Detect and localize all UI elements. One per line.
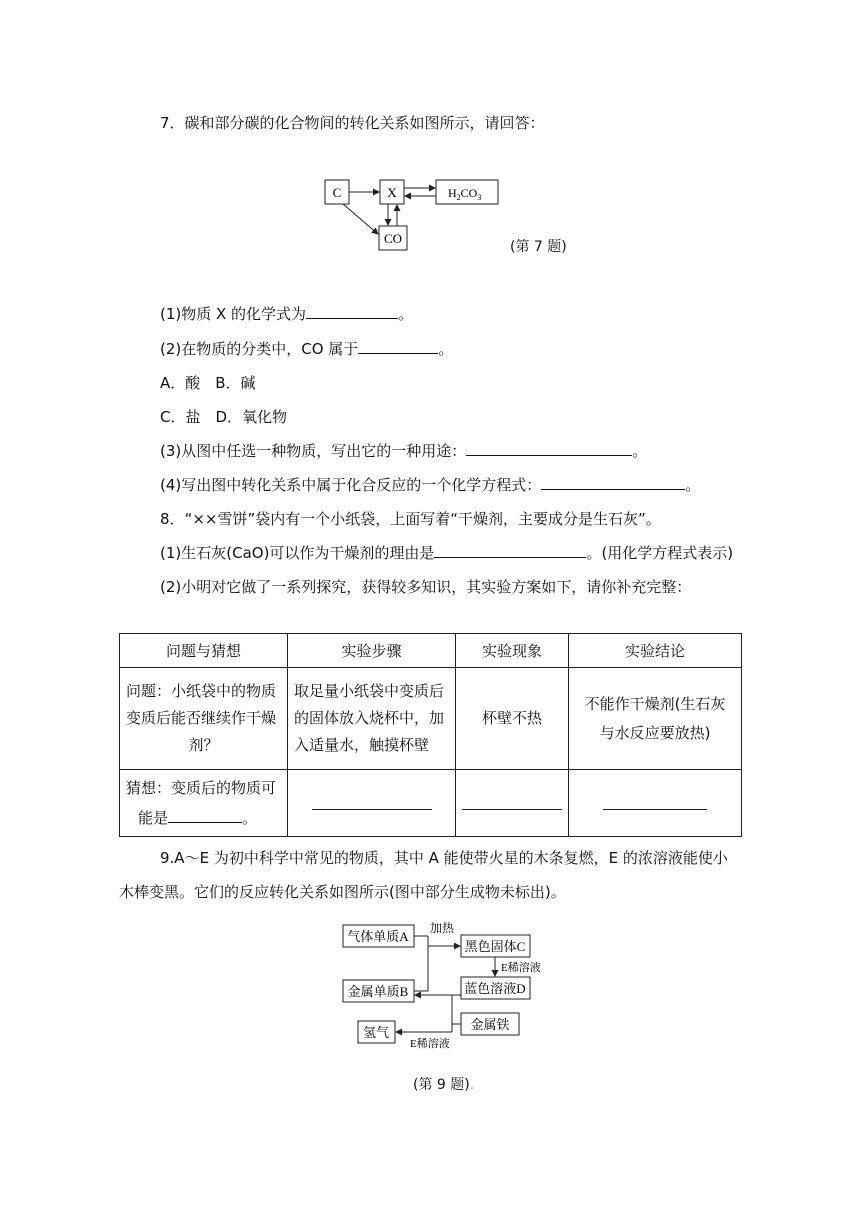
answer-blank[interactable] bbox=[603, 793, 707, 810]
q7-options-cd: C．盐 D．氧化物 bbox=[160, 408, 288, 426]
node-d: 蓝色溶液D bbox=[464, 981, 526, 996]
node-h2co3: $H_2CO_3$ bbox=[448, 186, 482, 202]
q7-options-ab: A．酸 B．碱 bbox=[160, 374, 256, 392]
phenomenon-blank-cell bbox=[456, 770, 569, 837]
q7-diagram bbox=[318, 174, 508, 254]
header-steps: 实验步骤 bbox=[288, 634, 456, 668]
answer-blank[interactable] bbox=[306, 304, 398, 319]
steps-blank-cell bbox=[288, 770, 456, 837]
node-fe: 金属铁 bbox=[470, 1017, 510, 1032]
steps-cell: 取足量小纸袋中变质后 的固体放入烧杯中，加 入适量水，触摸杯壁 bbox=[288, 668, 456, 770]
q7-part2: (2)在物质的分类中，CO 属于 。 bbox=[160, 340, 454, 358]
q8-part2: (2)小明对它做了一系列探究，获得较多知识，其实验方案如下，请你补充完整： bbox=[160, 578, 692, 596]
guess-cell: 猜想：变质后的物质可 能是 。 bbox=[120, 770, 288, 837]
node-c: C bbox=[332, 185, 342, 200]
answer-blank[interactable] bbox=[434, 543, 586, 558]
answer-blank[interactable] bbox=[168, 808, 242, 823]
label-e2: E稀溶液 bbox=[410, 1038, 450, 1050]
q7-title: 7．碳和部分碳的化合物间的转化关系如图所示，请回答： bbox=[160, 114, 545, 132]
answer-blank[interactable] bbox=[312, 793, 432, 810]
q7-part4: (4)写出图中转化关系中属于化合反应的一个化学方程式： 。 bbox=[160, 476, 701, 494]
answer-blank[interactable] bbox=[358, 339, 438, 354]
q7-part1: (1)物质 X 的化学式为 。 bbox=[160, 305, 414, 323]
answer-blank[interactable] bbox=[541, 475, 685, 490]
q7-part3: (3)从图中任选一种物质，写出它的一种用途： 。 bbox=[160, 442, 648, 460]
q9-diagram bbox=[330, 920, 560, 1055]
q9-line2: 木棒变黑。它们的反应转化关系如图所示(图中部分生成物未标出)。 bbox=[119, 883, 566, 901]
node-co: CO bbox=[383, 231, 403, 246]
node-c: 黑色固体C bbox=[464, 939, 526, 954]
answer-blank[interactable] bbox=[466, 441, 632, 456]
question-cell: 问题：小纸袋中的物质 变质后能否继续作干燥 剂？ bbox=[120, 668, 288, 770]
header-conclusion: 实验结论 bbox=[569, 634, 742, 668]
q7-caption: (第 7 题) bbox=[510, 239, 567, 255]
q8-title: 8．“××雪饼”袋内有一个小纸袋，上面写着“干燥剂，主要成分是生石灰”。 bbox=[160, 510, 661, 528]
node-b: 金属单质B bbox=[347, 984, 409, 999]
answer-blank[interactable] bbox=[462, 793, 562, 810]
conclusion-blank-cell bbox=[569, 770, 742, 837]
q8-part1: (1)生石灰(CaO)可以作为干燥剂的理由是 。(用化学方程式表示) bbox=[160, 544, 734, 562]
node-h2: 氢气 bbox=[362, 1025, 390, 1040]
label-e1: E稀溶液 bbox=[501, 962, 541, 974]
q9-line1: 9.A～E 为初中科学中常见的物质，其中 A 能使带火星的木条复燃，E 的浓溶液能使小 bbox=[160, 849, 728, 867]
node-a: 气体单质A bbox=[347, 929, 409, 944]
q9-caption: (第 9 题). bbox=[413, 1077, 475, 1093]
experiment-table bbox=[119, 633, 742, 837]
label-heat: 加热 bbox=[430, 921, 455, 935]
phenomenon-cell: 杯壁不热 bbox=[456, 668, 569, 770]
header-question: 问题与猜想 bbox=[120, 634, 288, 668]
header-phenomenon: 实验现象 bbox=[456, 634, 569, 668]
node-x: X bbox=[387, 185, 397, 200]
conclusion-cell: 不能作干燥剂(生石灰 与水反应要放热) bbox=[569, 668, 742, 770]
